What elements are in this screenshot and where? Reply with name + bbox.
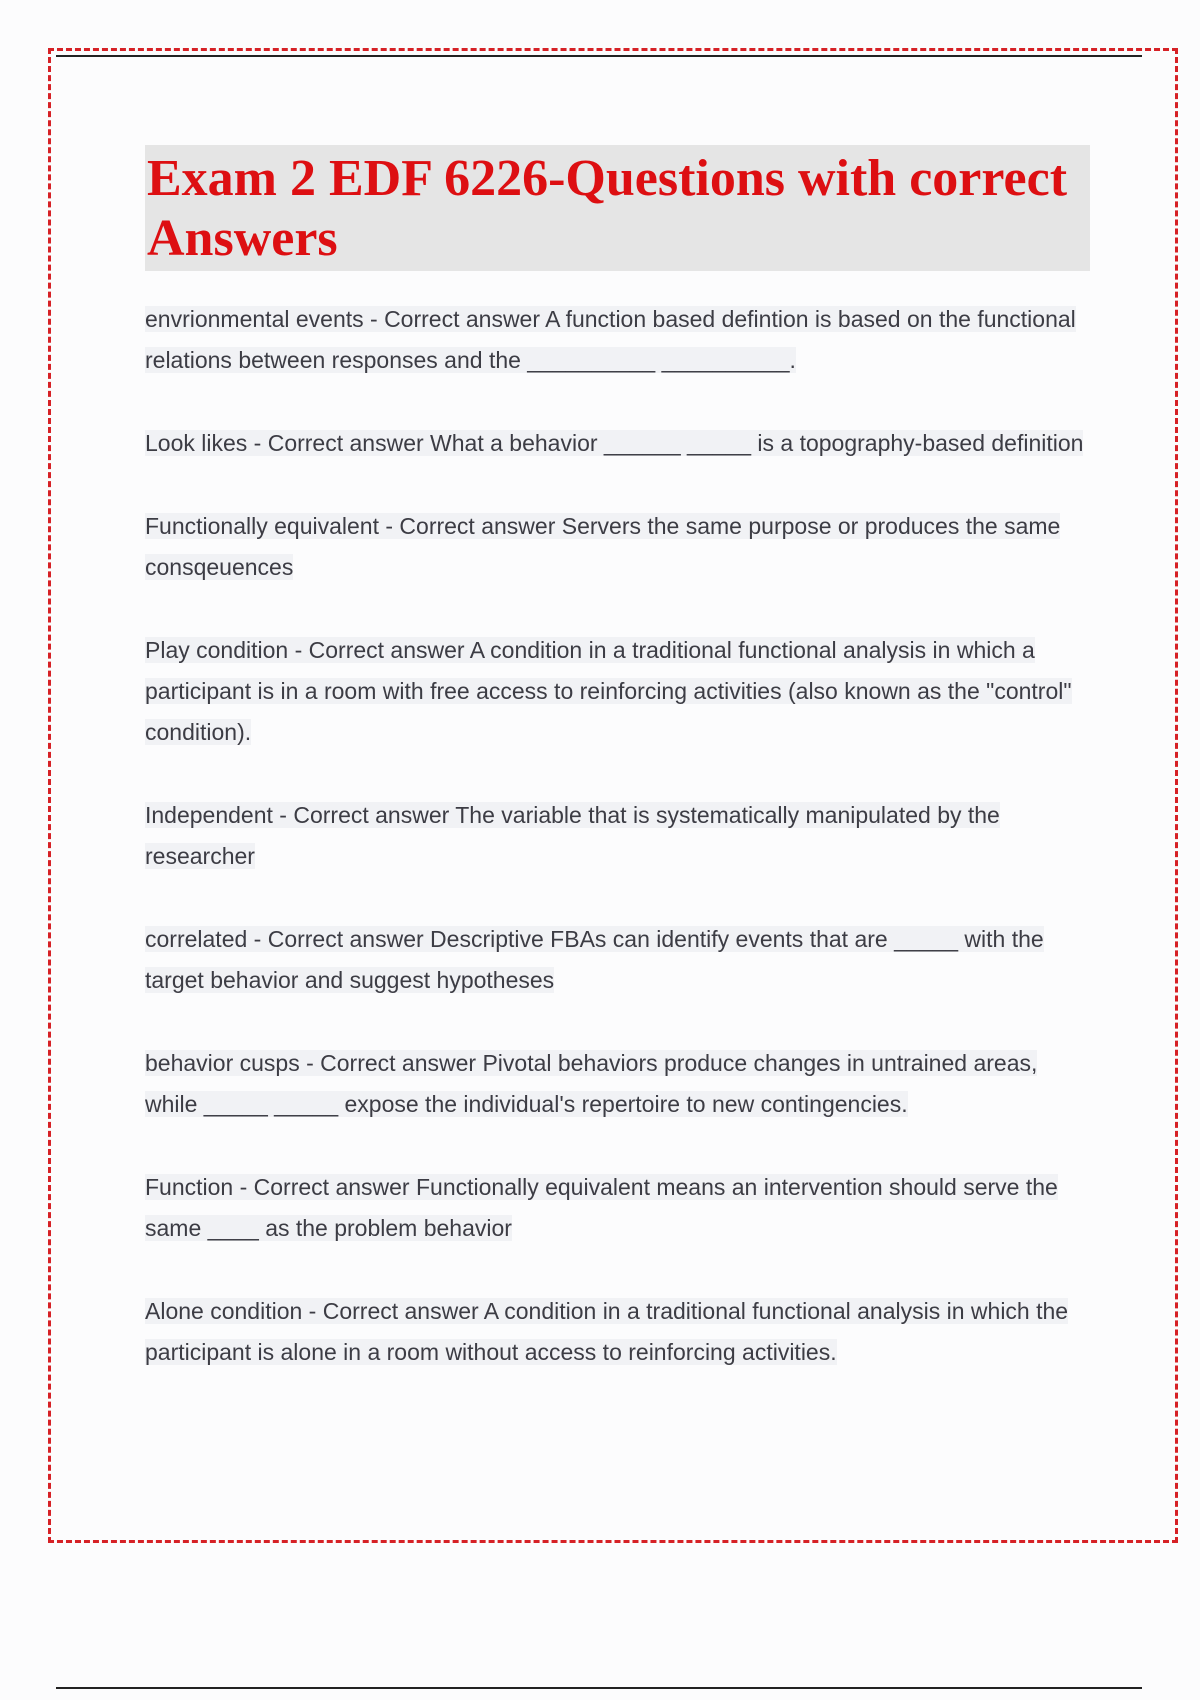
qa-text: Independent - Correct answer The variable that is systematically manipulated by the researcher (145, 802, 1000, 869)
qa-text: Play condition - Correct answer A condition in a traditional functional analysis in which a participant is in a room with free access to reinforcing activities (also known as the "control" condition). (145, 637, 1072, 745)
qa-text: envrionmental events - Correct answer A function based defintion is based on the functional relations between responses and the __________ __________. (145, 306, 1076, 373)
qa-text: Look likes - Correct answer What a behavior ______ _____ is a topography-based definition (145, 430, 1084, 456)
qa-item (145, 1291, 1090, 1373)
qa-item (145, 1167, 1090, 1249)
document-content (145, 145, 1090, 1415)
qa-text: behavior cusps - Correct answer Pivotal behaviors produce changes in untrained areas, while _____ _____ expose the individual's repertoire to new contingencies. (145, 1050, 1038, 1117)
qa-item (145, 1043, 1090, 1125)
qa-text: correlated - Correct answer Descriptive FBAs can identify events that are _____ with the target behavior and suggest hypotheses (145, 926, 1044, 993)
qa-list (145, 299, 1090, 1373)
qa-text: Function - Correct answer Functionally equivalent means an intervention should serve the same ____ as the problem behavior (145, 1174, 1058, 1241)
page-title: Exam 2 EDF 6226-Questions with correct Answers (147, 150, 1068, 267)
qa-item (145, 423, 1090, 464)
bottom-rule (56, 1687, 1142, 1689)
qa-item (145, 299, 1090, 381)
qa-item (145, 506, 1090, 588)
qa-item (145, 630, 1090, 753)
qa-item (145, 795, 1090, 877)
qa-item (145, 919, 1090, 1001)
title-banner (145, 145, 1090, 271)
qa-text: Alone condition - Correct answer A condition in a traditional functional analysis in which the participant is alone in a room without access to reinforcing activities. (145, 1298, 1069, 1365)
qa-text: Functionally equivalent - Correct answer Servers the same purpose or produces the same consqeuences (145, 513, 1061, 580)
